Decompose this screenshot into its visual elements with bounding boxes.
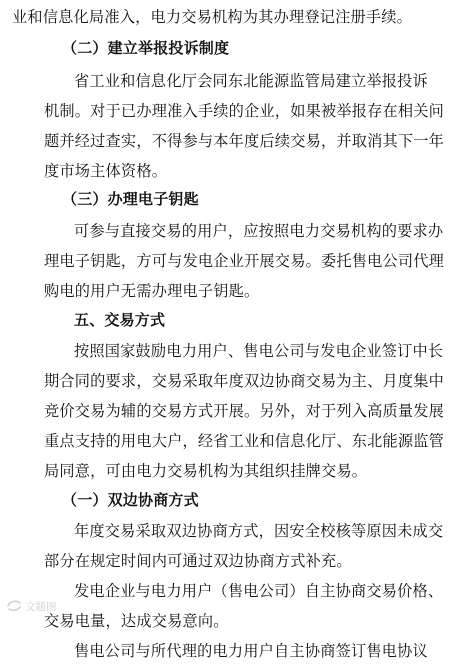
text-line: 机制。对于已办理准入手续的企业，如果被举报存在相关问 — [44, 102, 445, 120]
paragraph-first-line: 省工业和信息化厅会同东北能源监管局建立举报投诉 — [74, 72, 428, 90]
text-line: 购电的用户无需办理电子钥匙。 — [44, 282, 260, 300]
paragraph-first-line: 按照国家鼓励电力用户、售电公司与发电企业签订中长 — [74, 342, 444, 360]
watermark-text: 文题图 — [25, 600, 57, 613]
text-line: 题并经过查实，不得参与本年度后续交易，并取消其下一年 — [44, 132, 445, 150]
text-line: 部分在规定时间内可通过双边协商方式补充。 — [44, 552, 352, 570]
text-line: 交易电量，达成交易意向。 — [44, 612, 229, 630]
chapter-heading: 五、交易方式 — [74, 311, 166, 329]
text-line: 期合同的要求，交易采取年度双边协商交易为主、月度集中 — [44, 372, 445, 390]
section-heading: （二）建立举报投诉制度 — [62, 39, 230, 57]
text-line: 理电子钥匙，方可与发电企业开展交易。委托售电公司代理 — [44, 252, 445, 270]
paragraph-first-line: 售电公司与所代理的电力用户自主协商签订售电协议 — [74, 642, 428, 660]
paragraph-first-line: 发电企业与电力用户（售电公司）自主协商交易价格、 — [74, 582, 444, 600]
paragraph-first-line: 年度交易采取双边协商方式，因安全校核等原因未成交 — [74, 522, 444, 540]
text-line: 度市场主体资格。 — [44, 162, 168, 180]
text-line: 竞价交易为辅的交易方式开展。另外，对于列入高质量发展 — [44, 402, 445, 420]
section-heading: （三）办理电子钥匙 — [62, 190, 199, 208]
paragraph-first-line: 可参与直接交易的用户，应按照电力交易机构的要求办 — [74, 222, 444, 240]
text-line: 局同意，可由电力交易机构为其组织挂牌交易。 — [44, 462, 368, 480]
section-heading: （一）双边协商方式 — [62, 491, 199, 509]
watermark — [6, 597, 57, 615]
watermark-logo-icon — [6, 599, 22, 613]
text-line: 重点支持的用电大户，经省工业和信息化厅、东北能源监管 — [44, 432, 445, 450]
text-line: 业和信息化局准入，电力交易机构为其办理登记注册手续。 — [12, 8, 413, 26]
